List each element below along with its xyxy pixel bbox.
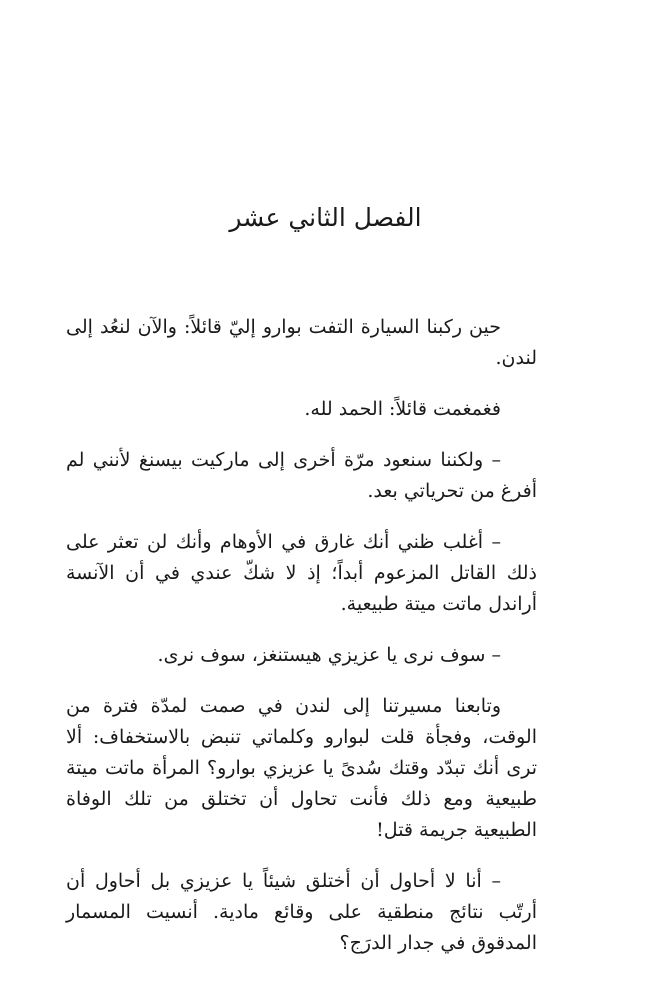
chapter-body [66, 312, 537, 979]
chapter-title: الفصل الثاني عشر [229, 203, 422, 232]
paragraph-3: – ولكننا سنعود مرّة أخرى إلى ماركيت بيسنغ لأنني لم أفرغ من تحرياتي بعد. [66, 449, 537, 502]
paragraph-4: – أغلب ظني أنك غارق في الأوهام وأنك لن تعثر على ذلك القاتل المزعوم أبداً؛ إذ لا شكّ عندي في أن الآنسة أراندل ماتت ميتة طبيعية. [66, 531, 537, 615]
paragraph-2: فغمغمت قائلاً: الحمد لله. [304, 398, 501, 420]
paragraph-1: حين ركبنا السيارة التفت بوارو إليّ قائلاً: والآن لنعُد إلى لندن. [66, 316, 537, 369]
paragraph-7: – أنا لا أحاول أن أختلق شيئاً يا عزيزي بل أحاول أن أرتّب نتائج منطقية على وقائع مادية. أنسيت المسمار المدقوق في جدار الدرَج؟ [66, 870, 537, 954]
paragraph-5: – سوف نرى يا عزيزي هيستنغز، سوف نرى. [157, 644, 501, 666]
paragraph-6: وتابعنا مسيرتنا إلى لندن في صمت لمدّة فترة من الوقت، وفجأة قلت لبوارو وكلماتي تنبض بالاستخفاف: ألا ترى أنك تبدّد وقتك سُدىً يا عزيزي بوارو؟ المرأة ماتت ميتة طبيعية ومع ذلك فأنت تحاول أن تختلق من تلك الوفاة الطبيعية جريمة قتل! [66, 695, 537, 841]
